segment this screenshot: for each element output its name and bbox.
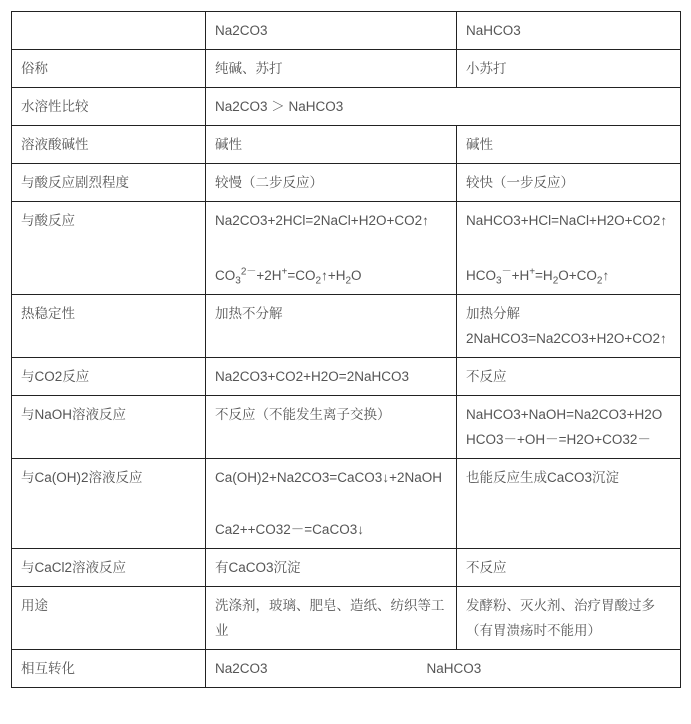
cell-uses-nahco3: 发酵粉、灭火剂、治疗胃酸过多（有胃溃疡时不能用） xyxy=(457,587,681,650)
cell-cacl2-reaction-nahco3: 不反应 xyxy=(457,549,681,587)
spacer xyxy=(215,490,448,517)
table-row xyxy=(12,650,681,688)
table-header-row xyxy=(12,12,681,50)
naoh-ionic-equation: HCO3－+OH－=H2O+CO32－ xyxy=(466,432,651,447)
caoh2-ionic-equation: Ca2++CO32－=CaCO3↓ xyxy=(215,522,364,537)
row-label-thermal-stability: 热稳定性 xyxy=(12,295,206,358)
spacer xyxy=(466,233,672,263)
row-label-solubility: 水溶性比较 xyxy=(12,88,206,126)
caoh2-molecular-equation: Ca(OH)2+Na2CO3=CaCO3↓+2NaOH xyxy=(215,470,442,485)
table-row xyxy=(12,295,681,358)
cell-caoh2-reaction-nahco3: 也能反应生成CaCO3沉淀 xyxy=(457,459,681,549)
equation-ionic-nahco3: $HCO_3^-+H^+=H_2O+CO_2↑$ xyxy=(466,266,610,287)
table-row xyxy=(12,396,681,459)
cell-acidity-nahco3: 碱性 xyxy=(457,126,681,164)
table-row xyxy=(12,459,681,549)
header-cell-blank xyxy=(12,12,206,50)
header-cell-nahco3: NaHCO3 xyxy=(457,12,681,50)
table-row xyxy=(12,164,681,202)
cell-interconversion xyxy=(206,650,681,688)
cell-acidity-na2co3: 碱性 xyxy=(206,126,457,164)
row-label-uses: 用途 xyxy=(12,587,206,650)
header-cell-na2co3: Na2CO3 xyxy=(206,12,457,50)
cell-thermal-stability-na2co3: 加热不分解 xyxy=(206,295,457,358)
cell-thermal-stability-nahco3 xyxy=(457,295,681,358)
row-label-acidity: 溶液酸碱性 xyxy=(12,126,206,164)
cell-uses-na2co3: 洗涤剂，玻璃、肥皂、造纸、纺织等工业 xyxy=(206,587,457,650)
cell-acid-reaction-na2co3 xyxy=(206,202,457,295)
thermal-decompose-text: 加热分解 xyxy=(466,306,520,321)
row-label-co2-reaction: 与CO2反应 xyxy=(12,358,206,396)
table-row xyxy=(12,549,681,587)
row-label-caoh2-reaction: 与Ca(OH)2溶液反应 xyxy=(12,459,206,549)
row-label-acid-reaction: 与酸反应 xyxy=(12,202,206,295)
cell-acid-vigor-nahco3: 较快（一步反应） xyxy=(457,164,681,202)
cell-naoh-reaction-nahco3 xyxy=(457,396,681,459)
cell-acid-vigor-na2co3: 较慢（二步反应） xyxy=(206,164,457,202)
row-label-common-name: 俗称 xyxy=(12,50,206,88)
cell-co2-reaction-na2co3: Na2CO3+CO2+H2O=2NaHCO3 xyxy=(206,358,457,396)
cell-common-name-nahco3: 小苏打 xyxy=(457,50,681,88)
cell-co2-reaction-nahco3: 不反应 xyxy=(457,358,681,396)
row-label-naoh-reaction: 与NaOH溶液反应 xyxy=(12,396,206,459)
interconversion-left-term: Na2CO3 xyxy=(215,661,268,676)
table-row xyxy=(12,202,681,295)
equation-molecular-nahco3: NaHCO3+HCl=NaCl+H2O+CO2↑ xyxy=(466,213,668,228)
row-label-cacl2-reaction: 与CaCl2溶液反应 xyxy=(12,549,206,587)
row-label-acid-vigor: 与酸反应剧烈程度 xyxy=(12,164,206,202)
interconversion-right-term: NaHCO3 xyxy=(426,661,482,676)
table-row xyxy=(12,50,681,88)
equation-molecular-na2co3: Na2CO3+2HCl=2NaCl+H2O+CO2↑ xyxy=(215,213,429,228)
cell-solubility-comparison: Na2CO3 ＞ NaHCO3 xyxy=(206,88,681,126)
cell-common-name-na2co3: 纯碱、苏打 xyxy=(206,50,457,88)
equation-ionic-na2co3: $CO_3^{2-}+2H^+=CO_2↑+H_2O$ xyxy=(215,266,362,287)
cell-caoh2-reaction-na2co3 xyxy=(206,459,457,549)
cell-acid-reaction-nahco3 xyxy=(457,202,681,295)
spacer xyxy=(215,233,448,263)
comparison-table xyxy=(11,11,681,688)
table-row xyxy=(12,126,681,164)
naoh-molecular-equation: NaHCO3+NaOH=Na2CO3+H2O xyxy=(466,407,663,422)
cell-cacl2-reaction-na2co3: 有CaCO3沉淀 xyxy=(206,549,457,587)
table-row xyxy=(12,88,681,126)
cell-naoh-reaction-na2co3: 不反应（不能发生离子交换） xyxy=(206,396,457,459)
table-row xyxy=(12,587,681,650)
thermal-decompose-equation: 2NaHCO3=Na2CO3+H2O+CO2↑ xyxy=(466,331,667,346)
row-label-interconversion: 相互转化 xyxy=(12,650,206,688)
table-row xyxy=(12,358,681,396)
